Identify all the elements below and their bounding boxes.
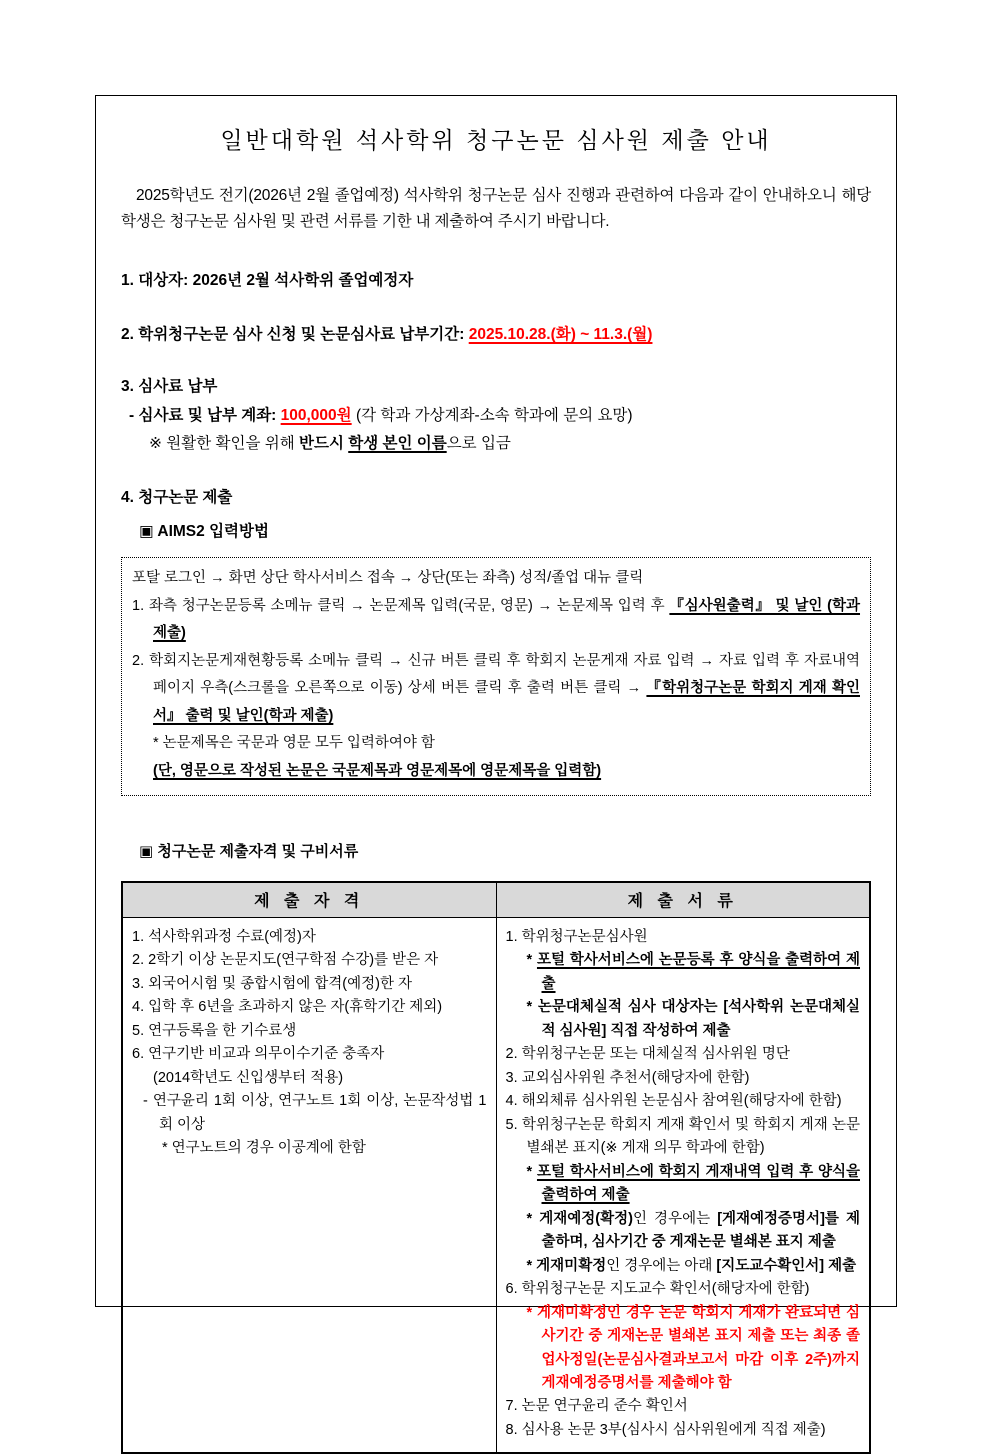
text-run: 7. 논문 연구윤리 준수 확인서 — [505, 1398, 688, 1415]
page-title: 일반대학원 석사학위 청구논문 심사원 제출 안내 — [220, 127, 772, 153]
list-line — [132, 593, 860, 648]
list-line — [132, 1043, 487, 1066]
text-run: * 연구노트의 경우 이공계에 한함 — [162, 1140, 366, 1157]
aims2-instruction-box — [121, 557, 871, 795]
section-4-heading — [121, 486, 871, 510]
text-run: 4. 입학 후 6년을 초과하지 않은 자(휴학기간 제외) — [132, 999, 443, 1016]
text-run: 8. 심사용 논문 3부(심사시 심사위원에게 직접 제출) — [505, 1421, 826, 1438]
text-run: * — [526, 1210, 540, 1227]
text-run: 5. 연구등록을 한 기수료생 — [132, 1022, 297, 1039]
text-run: 포털 학사서비스에 논문등록 후 양식을 출력하여 제출 — [536, 952, 860, 992]
qualification-cell — [122, 917, 496, 1453]
text-run: 100,000원 — [280, 407, 352, 425]
text-run: 4. 해외체류 심사위원 논문심사 참여원(해당자에 한함) — [505, 1093, 842, 1110]
text-run: 반드시 — [299, 435, 349, 453]
text-run: [게재예정증명서]를 제출하며, 심사기간 중 게재논문 별쇄본 표지 제출 — [541, 1210, 861, 1251]
list-line — [506, 949, 861, 996]
text-run: 논문대체실적 심사 대상자는 [석사학위 논문대체실적 심사원] 직접 작성하여 제출 — [537, 999, 860, 1039]
document-page — [95, 95, 897, 1438]
section-1-target — [121, 269, 871, 293]
list-line — [506, 1395, 861, 1418]
text-run: (단, 영문으로 작성된 논문은 국문제목과 영문제목에 영문제목을 입력함) — [153, 763, 602, 779]
text-run: 포털 학사서비스에 학회지 게재내역 입력 후 양식을 출력하여 제출 — [536, 1163, 860, 1204]
text-run: 2. 학위청구논문 또는 대체실적 심사위원 명단 — [505, 1046, 790, 1063]
list-line — [132, 1137, 487, 1160]
text-run: 심사료 및 납부 계좌: — [138, 407, 281, 425]
list-line — [506, 1419, 861, 1442]
list-line — [132, 1020, 487, 1043]
list-line — [132, 1090, 487, 1137]
text-run: 3. 외국어시험 및 종합시험에 합격(예정)한 자 — [132, 975, 413, 992]
list-line — [506, 1114, 861, 1161]
text-run: 1. 석사학위과정 수료(예정)자 — [132, 928, 316, 945]
text-run: 게재미확정인 경우 논문 학회지 게재가 완료되면 심사기간 중 게재논문 별쇄본 표지 제출 또는 최종 졸업사정일(논문심사결과보고서 마감 이후 2주)까지 게재예정증명서를 제출해야 함 — [536, 1304, 860, 1391]
text-run: 으로 입금 — [446, 435, 511, 453]
text-run: - 연구윤리 1회 이상, 연구노트 1회 이상, 논문작성법 1회 이상 — [143, 1093, 487, 1133]
column-header-qualification: 제 출 자 격 — [122, 882, 496, 918]
text-run: * 논문제목은 국문과 영문 모두 입력하여야 함 — [153, 735, 435, 752]
documents-cell — [496, 917, 870, 1453]
text-run: [지도교수확인서] 제출 — [716, 1257, 857, 1274]
list-line — [506, 1043, 861, 1066]
text-run: 2. 학위청구논문 심사 신청 및 논문심사료 납부기간: — [121, 326, 469, 344]
list-line — [506, 1067, 861, 1090]
text-run: * — [526, 1257, 537, 1274]
text-run: 1. 학위청구논문심사원 — [505, 928, 648, 945]
list-line — [506, 1255, 861, 1278]
list-line — [506, 1278, 861, 1301]
list-line — [132, 973, 487, 996]
text-run: * — [526, 999, 538, 1016]
list-line — [132, 1067, 487, 1090]
text-run: 1. 좌측 청구논문등록 소메뉴 클릭 → 논문제목 입력(국문, 영문) → 논문제목 입력 후 — [132, 597, 670, 614]
text-run: 인 경우에는 — [632, 1210, 718, 1227]
list-line — [506, 996, 861, 1043]
intro-paragraph: 2025학년도 전기(2026년 2월 졸업예정) 석사학위 청구논문 심사 진행과 관련하여 다음과 같이 안내하오니 해당 학생은 청구논문 심사원 및 관련 서류를 기한 내 제출하여 주시기 바랍니다. — [121, 187, 871, 231]
list-line — [132, 949, 487, 972]
section-2-period — [121, 323, 871, 347]
text-run: 게재미확정 — [536, 1257, 607, 1274]
text-run: 6. 연구기반 비교과 의무이수기준 충족자 — [132, 1046, 385, 1063]
column-header-documents: 제 출 서 류 — [496, 882, 870, 918]
section-3-note-line — [121, 432, 871, 456]
text-run: AIMS2 입력방법 — [153, 523, 269, 541]
text-run: 5. 학위청구논문 학회지 게재 확인서 및 학회지 게재 논문 별쇄본 표지(※ 게재 의무 학과에 한함) — [505, 1116, 860, 1157]
list-line — [132, 758, 860, 786]
text-run: - — [129, 407, 139, 425]
text-run: 1. 대상자: 2026년 2월 석사학위 졸업예정자 — [121, 272, 414, 290]
text-run: * — [526, 1163, 537, 1180]
submission-table — [121, 881, 871, 1454]
aims2-subheading — [121, 520, 871, 544]
list-line — [132, 996, 487, 1019]
text-run: 2. 학회지논문게재현황등록 소메뉴 클릭 → 신규 버튼 클릭 후 학회지 논문게재 자료 입력 → 자료 입력 후 자료내역 페이지 우측(스크롤을 오른쪽으로 이동) 상세 버튼 클릭 후 출력 버튼 클릭 → — [132, 652, 860, 697]
text-run: 게재예정(확정) — [539, 1210, 633, 1227]
text-run: * — [526, 952, 537, 969]
list-line — [132, 926, 487, 949]
text-run: 6. 학위청구논문 지도교수 확인서(해당자에 한함) — [505, 1281, 810, 1298]
text-run: 포탈 로그인 → 화면 상단 학사서비스 접속 → 상단(또는 좌측) 성적/졸업 대뉴 클릭 — [132, 570, 644, 587]
text-run: 4. 청구논문 제출 — [121, 489, 233, 507]
text-run: 『학위청구논문 학회지 게재 확인서』 출력 및 날인(학과 제출) — [153, 680, 860, 724]
text-run: 2025.10.28.(화) ~ 11.3.(월) — [468, 326, 653, 344]
list-line — [506, 1302, 861, 1396]
list-line — [132, 648, 860, 731]
section-3-heading — [121, 375, 871, 399]
text-run: 2. 2학기 이상 논문지도(연구학점 수강)를 받은 자 — [132, 952, 439, 969]
text-run: * — [526, 1304, 537, 1321]
list-line — [132, 730, 860, 758]
text-run: 인 경우에는 아래 — [606, 1257, 717, 1274]
list-line — [506, 1208, 861, 1255]
documents-subheading — [121, 840, 871, 863]
section-3-fee-line — [121, 404, 871, 428]
list-line — [506, 1090, 861, 1113]
filled-square-bullet-icon: ▣ — [139, 523, 154, 541]
list-line — [506, 926, 861, 949]
text-run: 『심사원출력』 및 날인 (학과 제출) — [153, 597, 861, 642]
text-run: 학생 본인 이름 — [348, 435, 447, 453]
text-run: 청구논문 제출자격 및 구비서류 — [153, 842, 359, 860]
list-line — [506, 1161, 861, 1208]
text-run: (2014학년도 신입생부터 적용) — [153, 1069, 344, 1086]
text-run: 3. 심사료 납부 — [121, 378, 218, 396]
text-run: ※ 원활한 확인을 위해 — [149, 435, 299, 453]
text-run: (각 학과 가상계좌-소속 학과에 문의 요망) — [351, 407, 633, 425]
text-run: 3. 교외심사위원 추천서(해당자에 한함) — [505, 1069, 750, 1086]
filled-square-bullet-icon: ▣ — [139, 842, 154, 860]
list-line — [132, 565, 860, 593]
